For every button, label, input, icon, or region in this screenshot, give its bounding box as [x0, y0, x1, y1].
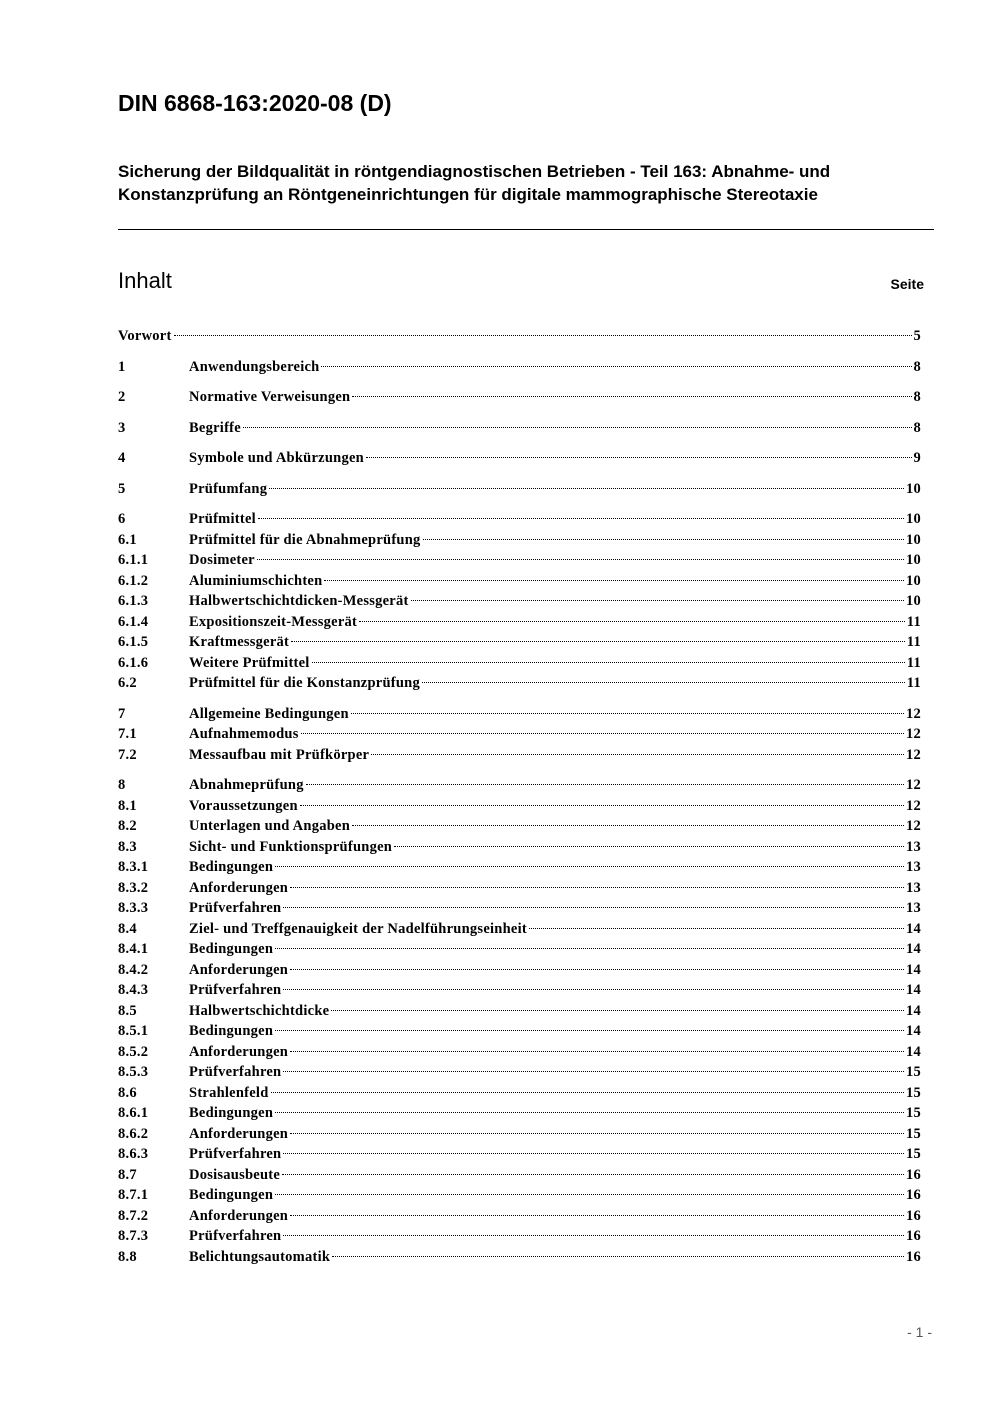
toc-entry-number: Vorwort: [118, 328, 172, 344]
toc-entry[interactable]: [118, 1042, 921, 1063]
toc-entry-title: Dosisausbeute: [189, 1166, 281, 1183]
toc-entry-number: 8.5.2: [118, 1043, 149, 1060]
toc-entry-title: Halbwertschichtdicken-Messgerät: [189, 593, 409, 609]
toc-leader-dots: [283, 907, 904, 908]
toc-leader-dots: [331, 1010, 904, 1011]
toc-entry-title: Kraftmessgerät: [189, 634, 290, 650]
toc-leader-dots: [300, 805, 904, 806]
toc-entry-number: 8.5: [118, 1002, 137, 1019]
toc-entry[interactable]: [118, 1103, 921, 1124]
toc-entry-number: 8.7.1: [118, 1187, 149, 1203]
toc-entry-number: 1: [118, 358, 126, 375]
toc-leader-dots: [422, 682, 905, 683]
toc-entry[interactable]: [118, 816, 921, 837]
toc-heading: Inhalt: [118, 268, 172, 293]
toc-entry-title: Prüfverfahren: [189, 1146, 282, 1162]
toc-entry[interactable]: [118, 960, 921, 981]
toc-entry-page: 11: [906, 613, 921, 630]
toc-leader-dots: [290, 1051, 904, 1052]
toc-leader-dots: [283, 1235, 904, 1236]
toc-entry-number: 8.5.1: [118, 1023, 149, 1039]
toc-entry-title: Belichtungsautomatik: [189, 1248, 331, 1265]
toc-entry[interactable]: [118, 530, 921, 551]
toc-entry[interactable]: [118, 1185, 921, 1206]
toc-entry-title: Anforderungen: [189, 1207, 289, 1224]
toc-entry-page: 13: [906, 879, 921, 896]
toc-entry[interactable]: [118, 571, 921, 592]
toc-entry-number: 8.7.3: [118, 1228, 149, 1244]
toc-entry-page: 12: [906, 777, 921, 793]
toc-entry-number: 8.6.3: [118, 1146, 149, 1162]
toc-entry-page: 14: [906, 941, 921, 957]
toc-entry-page: 13: [906, 859, 921, 875]
toc-entry-title: Prüfverfahren: [189, 1228, 282, 1244]
toc-leader-dots: [275, 948, 904, 949]
toc-entry-number: 8.5.3: [118, 1064, 149, 1080]
toc-entry-page: 11: [906, 675, 921, 691]
page-number: - 1 -: [907, 1324, 932, 1340]
toc-leader-dots: [283, 1071, 904, 1072]
toc-entry-page: 12: [906, 818, 921, 834]
toc-entry-number: 6.1.6: [118, 654, 149, 671]
toc-entry[interactable]: [118, 387, 921, 408]
toc-entry-title: Weitere Prüfmittel: [189, 654, 310, 671]
toc-entry-title: Prüfverfahren: [189, 982, 282, 998]
toc-leader-dots: [332, 1256, 904, 1257]
toc-leader-dots: [371, 754, 904, 755]
toc-entry-page: 12: [906, 705, 921, 722]
toc-entry-number: 7.2: [118, 746, 137, 763]
toc-leader-dots: [271, 1092, 904, 1093]
toc-entry-title: Bedingungen: [189, 1023, 274, 1039]
toc-entry-title: Anwendungsbereich: [189, 358, 320, 375]
toc-entry-title: Abnahmeprüfung: [189, 777, 304, 793]
document-title: DIN 6868-163:2020-08 (D): [118, 90, 392, 116]
toc-entry[interactable]: [118, 980, 921, 1001]
toc-leader-dots: [351, 713, 904, 714]
toc-leader-dots: [321, 366, 911, 367]
toc-entry-title: Bedingungen: [189, 1105, 274, 1121]
toc-leader-dots: [352, 825, 904, 826]
toc-entry-title: Begriffe: [189, 419, 241, 436]
toc-entry-page: 10: [906, 593, 921, 609]
document-subtitle: Sicherung der Bildqualität in röntgendiagnostischen Betrieben - Teil 163: Abnahme- und Konstanzprüfung an Röntgeneinrichtungen für digitale mammographische Stereotaxie: [118, 162, 831, 204]
toc-entry-title: Prüfmittel: [189, 511, 256, 527]
toc-entry[interactable]: [118, 796, 921, 817]
toc-leader-dots: [258, 518, 904, 519]
toc-entry-page: 16: [906, 1228, 921, 1244]
toc-leader-dots: [283, 989, 904, 990]
toc-leader-dots: [301, 733, 904, 734]
toc-leader-dots: [275, 1112, 904, 1113]
toc-entry[interactable]: [118, 591, 921, 612]
toc-leader-dots: [275, 1030, 904, 1031]
toc-entry-number: 8.7: [118, 1166, 137, 1183]
toc-entry-title: Anforderungen: [189, 1125, 289, 1142]
toc-entry-title: Allgemeine Bedingungen: [189, 705, 349, 722]
toc-entry-number: 8.2: [118, 818, 137, 834]
toc-entry-number: 6.1: [118, 531, 137, 548]
table-of-contents: [118, 326, 921, 1267]
toc-entry[interactable]: [118, 1206, 921, 1227]
toc-entry-title: Symbole und Abkürzungen: [189, 450, 364, 466]
toc-entry-number: 8.3.1: [118, 859, 149, 875]
toc-entry-title: Bedingungen: [189, 859, 274, 875]
toc-leader-dots: [290, 1133, 904, 1134]
toc-entry-page: 14: [906, 1023, 921, 1039]
toc-entry-page: 9: [913, 450, 921, 466]
toc-entry-page: 15: [906, 1146, 921, 1162]
toc-entry[interactable]: [118, 1062, 921, 1083]
toc-entry[interactable]: [118, 1021, 921, 1042]
toc-leader-dots: [290, 1215, 904, 1216]
toc-entry[interactable]: [118, 1144, 921, 1165]
toc-entry-page: 16: [906, 1166, 921, 1183]
toc-entry-title: Dosimeter: [189, 552, 255, 568]
toc-entry-number: 6.1.5: [118, 634, 149, 650]
toc-entry[interactable]: [118, 632, 921, 653]
toc-leader-dots: [290, 969, 904, 970]
toc-leader-dots: [269, 488, 904, 489]
toc-entry[interactable]: [118, 898, 921, 919]
toc-entry-title: Prüfmittel für die Konstanzprüfung: [189, 675, 420, 691]
toc-leader-dots: [275, 866, 904, 867]
toc-entry-number: 8.3.3: [118, 900, 149, 916]
toc-entry[interactable]: [118, 509, 921, 530]
toc-entry-page: 14: [906, 961, 921, 978]
toc-entry-page: 10: [906, 511, 921, 527]
toc-entry-number: 5: [118, 480, 126, 497]
toc-entry-title: Sicht- und Funktionsprüfungen: [189, 838, 393, 855]
toc-entry-number: 6.1.1: [118, 552, 149, 568]
toc-entry-title: Anforderungen: [189, 879, 289, 896]
toc-entry-page: 14: [906, 1002, 921, 1019]
toc-entry-number: 3: [118, 419, 126, 436]
toc-entry-page: 12: [906, 746, 921, 763]
toc-entry-page: 13: [906, 838, 921, 855]
toc-page-column-label: Seite: [890, 276, 924, 292]
toc-entry[interactable]: [118, 775, 921, 796]
toc-entry-page: 14: [906, 920, 921, 937]
toc-entry-page: 12: [906, 797, 921, 814]
toc-entry-title: Anforderungen: [189, 1043, 289, 1060]
toc-entry-title: Bedingungen: [189, 1187, 274, 1203]
toc-leader-dots: [275, 1194, 904, 1195]
toc-entry-page: 16: [906, 1187, 921, 1203]
toc-entry-title: Normative Verweisungen: [189, 389, 351, 405]
toc-entry-number: 6.1.3: [118, 593, 149, 609]
toc-entry-number: 8: [118, 777, 126, 793]
toc-entry-number: 8.1: [118, 797, 137, 814]
toc-leader-dots: [291, 641, 905, 642]
toc-entry[interactable]: [118, 919, 921, 940]
toc-leader-dots: [290, 887, 904, 888]
toc-entry-page: 16: [906, 1207, 921, 1224]
toc-entry-page: 15: [906, 1064, 921, 1080]
toc-entry-number: 2: [118, 389, 126, 405]
toc-entry-number: 6.2: [118, 675, 137, 691]
toc-entry[interactable]: [118, 1001, 921, 1022]
toc-entry-number: 8.3: [118, 838, 137, 855]
toc-entry[interactable]: [118, 878, 921, 899]
toc-entry-page: 8: [913, 419, 921, 436]
toc-entry-page: 5: [913, 328, 921, 344]
toc-entry-number: 6.1.4: [118, 613, 149, 630]
toc-entry-title: Aluminiumschichten: [189, 572, 323, 589]
toc-entry-page: 15: [906, 1125, 921, 1142]
toc-entry-page: 11: [906, 634, 921, 650]
toc-entry[interactable]: [118, 1165, 921, 1186]
toc-leader-dots: [352, 396, 911, 397]
toc-entry-title: Aufnahmemodus: [189, 726, 299, 742]
toc-entry[interactable]: [118, 357, 921, 378]
toc-entry-number: 6.1.2: [118, 572, 149, 589]
toc-entry-number: 8.6.2: [118, 1125, 149, 1142]
toc-entry-number: 4: [118, 450, 126, 466]
toc-entry-page: 14: [906, 982, 921, 998]
toc-entry-title: Voraussetzungen: [189, 797, 298, 814]
toc-entry-page: 15: [906, 1084, 921, 1101]
toc-entry[interactable]: [118, 1124, 921, 1145]
toc-entry-number: 8.4.3: [118, 982, 149, 998]
toc-leader-dots: [312, 662, 905, 663]
toc-entry-page: 16: [906, 1248, 921, 1265]
toc-leader-dots: [529, 928, 904, 929]
toc-entry-number: 8.6: [118, 1084, 137, 1101]
toc-entry[interactable]: [118, 724, 921, 745]
toc-entry-page: 8: [913, 358, 921, 375]
toc-entry-number: 6: [118, 511, 126, 527]
toc-leader-dots: [423, 539, 904, 540]
toc-entry-page: 10: [906, 531, 921, 548]
toc-entry-page: 14: [906, 1043, 921, 1060]
toc-entry[interactable]: [118, 1226, 921, 1247]
toc-entry-number: 8.3.2: [118, 879, 149, 896]
toc-entry-page: 15: [906, 1105, 921, 1121]
toc-leader-dots: [283, 1153, 904, 1154]
toc-entry-title: Ziel- und Treffgenauigkeit der Nadelführungseinheit: [189, 920, 527, 937]
toc-entry-title: Expositionszeit-Messgerät: [189, 613, 358, 630]
toc-leader-dots: [257, 559, 904, 560]
toc-entry-page: 10: [906, 572, 921, 589]
toc-entry[interactable]: [118, 673, 921, 694]
toc-leader-dots: [394, 846, 904, 847]
toc-entry-title: Prüfmittel für die Abnahmeprüfung: [189, 531, 421, 548]
toc-entry-number: 8.6.1: [118, 1105, 149, 1121]
toc-entry[interactable]: [118, 745, 921, 766]
toc-entry[interactable]: [118, 1247, 921, 1268]
toc-entry[interactable]: [118, 704, 921, 725]
toc-entry-number: 7.1: [118, 726, 137, 742]
toc-entry-title: Prüfverfahren: [189, 900, 282, 916]
toc-entry-title: Unterlagen und Angaben: [189, 818, 351, 834]
toc-entry-title: Strahlenfeld: [189, 1084, 269, 1101]
toc-leader-dots: [411, 600, 904, 601]
toc-entry[interactable]: [118, 479, 921, 500]
toc-leader-dots: [174, 335, 912, 336]
toc-leader-dots: [282, 1174, 904, 1175]
toc-entry-number: 8.4: [118, 920, 137, 937]
toc-entry[interactable]: [118, 653, 921, 674]
toc-entry[interactable]: [118, 837, 921, 858]
toc-entry-number: 8.8: [118, 1248, 137, 1265]
toc-entry-page: 8: [913, 389, 921, 405]
toc-entry-page: 10: [906, 552, 921, 568]
toc-leader-dots: [359, 621, 905, 622]
toc-entry[interactable]: [118, 550, 921, 571]
toc-entry-number: 8.4.1: [118, 941, 149, 957]
toc-entry[interactable]: [118, 1083, 921, 1104]
toc-entry[interactable]: [118, 857, 921, 878]
toc-entry-page: 13: [906, 900, 921, 916]
toc-leader-dots: [366, 457, 912, 458]
toc-entry-number: 7: [118, 705, 126, 722]
toc-entry-number: 8.7.2: [118, 1207, 149, 1224]
toc-entry-page: 11: [906, 654, 921, 671]
toc-entry-number: 8.4.2: [118, 961, 149, 978]
toc-entry-title: Prüfumfang: [189, 480, 268, 497]
toc-entry[interactable]: [118, 448, 921, 469]
title-divider: [118, 229, 934, 230]
toc-leader-dots: [306, 784, 904, 785]
toc-entry[interactable]: [118, 326, 921, 347]
toc-entry[interactable]: [118, 418, 921, 439]
toc-entry-title: Anforderungen: [189, 961, 289, 978]
toc-leader-dots: [324, 580, 904, 581]
toc-entry-title: Bedingungen: [189, 941, 274, 957]
toc-leader-dots: [243, 427, 912, 428]
toc-entry-page: 12: [906, 726, 921, 742]
toc-entry[interactable]: [118, 939, 921, 960]
toc-entry-page: 10: [906, 480, 921, 497]
toc-entry-title: Prüfverfahren: [189, 1064, 282, 1080]
toc-entry-title: Halbwertschichtdicke: [189, 1002, 330, 1019]
toc-entry[interactable]: [118, 612, 921, 633]
toc-entry-title: Messaufbau mit Prüfkörper: [189, 746, 370, 763]
